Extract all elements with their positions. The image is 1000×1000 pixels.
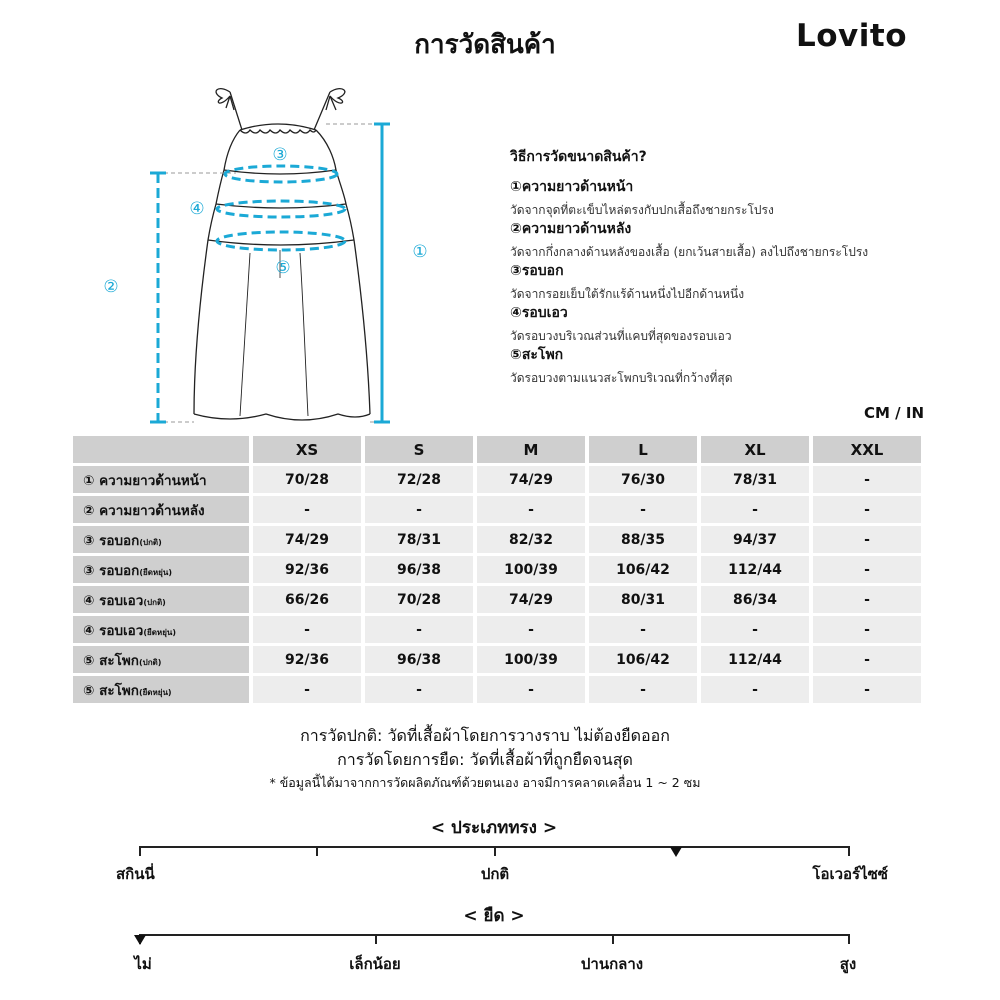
- table-corner-cell: [73, 436, 249, 463]
- row-label-text: ③ รอบอก: [83, 532, 140, 549]
- row-label: [73, 646, 249, 673]
- table-cell: -: [253, 496, 361, 523]
- row-label-text: ⑤ สะโพก: [83, 682, 139, 699]
- table-cell: -: [813, 466, 921, 493]
- table-row: [73, 526, 921, 553]
- stretch-scale-tick: [848, 934, 850, 944]
- row-label-qualifier: (ปกติ): [143, 597, 166, 607]
- row-label-qualifier: (ยืดหยุ่น): [138, 687, 172, 697]
- stretch-label-medium: ปานกลาง: [580, 955, 644, 973]
- table-cell: -: [813, 676, 921, 703]
- table-cell: -: [813, 616, 921, 643]
- table-row: [73, 646, 921, 673]
- table-cell: 76/30: [589, 466, 697, 493]
- unit-label: CM / IN: [864, 404, 924, 422]
- row-label-qualifier: (ปกติ): [138, 657, 162, 667]
- row-label: [73, 676, 249, 703]
- marker-chest: ③: [272, 145, 288, 165]
- table-cell: -: [477, 496, 585, 523]
- table-row: [73, 556, 921, 583]
- table-cell: 70/28: [253, 466, 361, 493]
- table-cell: 112/44: [701, 646, 809, 673]
- size-header: L: [589, 436, 697, 463]
- table-cell: -: [253, 616, 361, 643]
- fit-scale-tick: [494, 846, 496, 856]
- row-label-qualifier: (ปกติ): [139, 537, 162, 547]
- marker-hip: ⑤: [275, 258, 291, 278]
- fit-scale-title: < ประเภททรง >: [430, 818, 558, 838]
- instruction-hip: [510, 344, 960, 388]
- fit-label-regular: ปกติ: [480, 865, 510, 883]
- page-title: การวัดสินค้า: [414, 30, 556, 60]
- table-cell: 86/34: [701, 586, 809, 613]
- table-cell: 74/29: [477, 466, 585, 493]
- fit-scale-marker: [670, 847, 682, 857]
- note-normal-measure: การวัดปกติ: วัดที่เสื้อผ้าโดยการวางราบ ไม่ต้องยืดออก: [300, 726, 670, 745]
- stretch-scale-title: < ยืด >: [463, 906, 525, 926]
- table-row: [73, 616, 921, 643]
- instruction-front-length: [510, 176, 960, 220]
- instruction-waist: [510, 302, 960, 346]
- table-cell: 78/31: [365, 526, 473, 553]
- table-cell: -: [813, 646, 921, 673]
- instruction-title: ⑤สะโพก: [510, 347, 564, 363]
- brand-logo: Lovito: [796, 18, 908, 54]
- table-cell: 74/29: [477, 586, 585, 613]
- table-cell: -: [813, 496, 921, 523]
- fit-scale-tick: [848, 846, 850, 856]
- fit-label-skinny: สกินนี่: [116, 865, 155, 883]
- row-label: [73, 466, 249, 493]
- fit-scale-tick: [139, 846, 141, 856]
- size-header: XL: [701, 436, 809, 463]
- stretch-scale-line: [140, 934, 850, 936]
- table-cell: 106/42: [589, 646, 697, 673]
- stretch-label-slight: เล็กน้อย: [349, 955, 401, 973]
- table-cell: 88/35: [589, 526, 697, 553]
- row-label: [73, 526, 249, 553]
- row-label-text: ③ รอบอก: [83, 562, 140, 579]
- instruction-back-length: [510, 218, 960, 262]
- table-cell: 82/32: [477, 526, 585, 553]
- instruction-desc: วัดรอบวงบริเวณส่วนที่แคบที่สุดของรอบเอว: [510, 329, 732, 343]
- stretch-label-none: ไม่: [134, 955, 152, 973]
- row-label-text: ② ความยาวด้านหลัง: [83, 502, 205, 519]
- row-label: [73, 616, 249, 643]
- table-cell: -: [813, 586, 921, 613]
- row-label-qualifier: (ยืดหยุ่น): [143, 627, 176, 637]
- table-cell: 100/39: [477, 646, 585, 673]
- fit-scale-tick: [316, 846, 318, 856]
- marker-waist: ④: [189, 199, 205, 219]
- table-cell: 70/28: [365, 586, 473, 613]
- table-cell: -: [813, 526, 921, 553]
- table-cell: -: [813, 556, 921, 583]
- table-cell: -: [253, 676, 361, 703]
- table-cell: -: [477, 676, 585, 703]
- size-header: XS: [253, 436, 361, 463]
- instruction-title: ①ความยาวด้านหน้า: [510, 179, 634, 195]
- note-stretch-measure: การวัดโดยการยืด: วัดที่เสื้อผ้าที่ถูกยืดจนสุด: [337, 750, 633, 769]
- table-cell: 106/42: [589, 556, 697, 583]
- table-row: [73, 496, 921, 523]
- instruction-desc: วัดจากรอยเย็บใต้รักแร้ด้านหนึ่งไปอีกด้านหนึ่ง: [510, 287, 745, 301]
- instruction-desc: วัดจากจุดที่ตะเข็บไหล่ตรงกับปกเสื้อถึงชายกระโปรง: [510, 203, 774, 217]
- table-cell: 112/44: [701, 556, 809, 583]
- instruction-desc: วัดรอบวงตามแนวสะโพกบริเวณที่กว้างที่สุด: [510, 371, 733, 385]
- table-cell: -: [701, 676, 809, 703]
- row-label: [73, 556, 249, 583]
- table-row: [73, 466, 921, 493]
- table-cell: 96/38: [365, 556, 473, 583]
- row-label-text: ④ รอบเอว: [83, 622, 144, 639]
- table-row: [73, 676, 921, 703]
- table-cell: -: [365, 676, 473, 703]
- table-header-row: [73, 436, 921, 463]
- table-cell: 74/29: [253, 526, 361, 553]
- stretch-scale-tick: [612, 934, 614, 944]
- stretch-scale-tick: [375, 934, 377, 944]
- size-header: XXL: [813, 436, 921, 463]
- table-cell: -: [589, 676, 697, 703]
- row-label: [73, 586, 249, 613]
- marker-back-length: ②: [103, 277, 119, 297]
- instruction-desc: วัดจากกึ่งกลางด้านหลังของเสื้อ (ยกเว้นสายเสื้อ) ลงไปถึงชายกระโปรง: [510, 245, 869, 259]
- table-cell: 94/37: [701, 526, 809, 553]
- table-cell: -: [589, 496, 697, 523]
- row-label-qualifier: (ยืดหยุ่น): [139, 567, 172, 577]
- table-cell: -: [365, 496, 473, 523]
- table-cell: 66/26: [253, 586, 361, 613]
- table-cell: -: [589, 616, 697, 643]
- measure-instructions-heading: วิธีการวัดขนาดสินค้า?: [510, 149, 647, 165]
- table-cell: 92/36: [253, 556, 361, 583]
- size-header: M: [477, 436, 585, 463]
- fit-label-oversize: โอเวอร์ไซซ์: [812, 865, 888, 883]
- size-table: [69, 433, 925, 706]
- row-label: [73, 496, 249, 523]
- row-label-text: ④ รอบเอว: [83, 592, 144, 609]
- stretch-scale-marker: [134, 935, 146, 945]
- table-cell: 92/36: [253, 646, 361, 673]
- marker-front-length: ①: [412, 242, 428, 262]
- table-row: [73, 586, 921, 613]
- table-cell: -: [365, 616, 473, 643]
- table-cell: 96/38: [365, 646, 473, 673]
- instruction-chest: [510, 260, 960, 304]
- instruction-title: ③รอบอก: [510, 263, 564, 279]
- instruction-title: ②ความยาวด้านหลัง: [510, 221, 632, 237]
- size-header: S: [365, 436, 473, 463]
- table-cell: 100/39: [477, 556, 585, 583]
- row-label-text: ⑤ สะโพก: [83, 652, 139, 669]
- table-cell: 78/31: [701, 466, 809, 493]
- note-disclaimer: * ข้อมูลนี้ได้มาจากการวัดผลิตภัณฑ์ด้วยตนเอง อาจมีการคลาดเคลื่อน 1 ~ 2 ซม: [269, 775, 701, 790]
- table-cell: 72/28: [365, 466, 473, 493]
- row-label-text: ① ความยาวด้านหน้า: [83, 472, 207, 489]
- table-cell: -: [701, 616, 809, 643]
- table-cell: -: [701, 496, 809, 523]
- table-cell: 80/31: [589, 586, 697, 613]
- dress-illustration: [90, 78, 450, 428]
- instruction-title: ④รอบเอว: [510, 305, 568, 321]
- table-cell: -: [477, 616, 585, 643]
- stretch-label-high: สูง: [839, 955, 857, 973]
